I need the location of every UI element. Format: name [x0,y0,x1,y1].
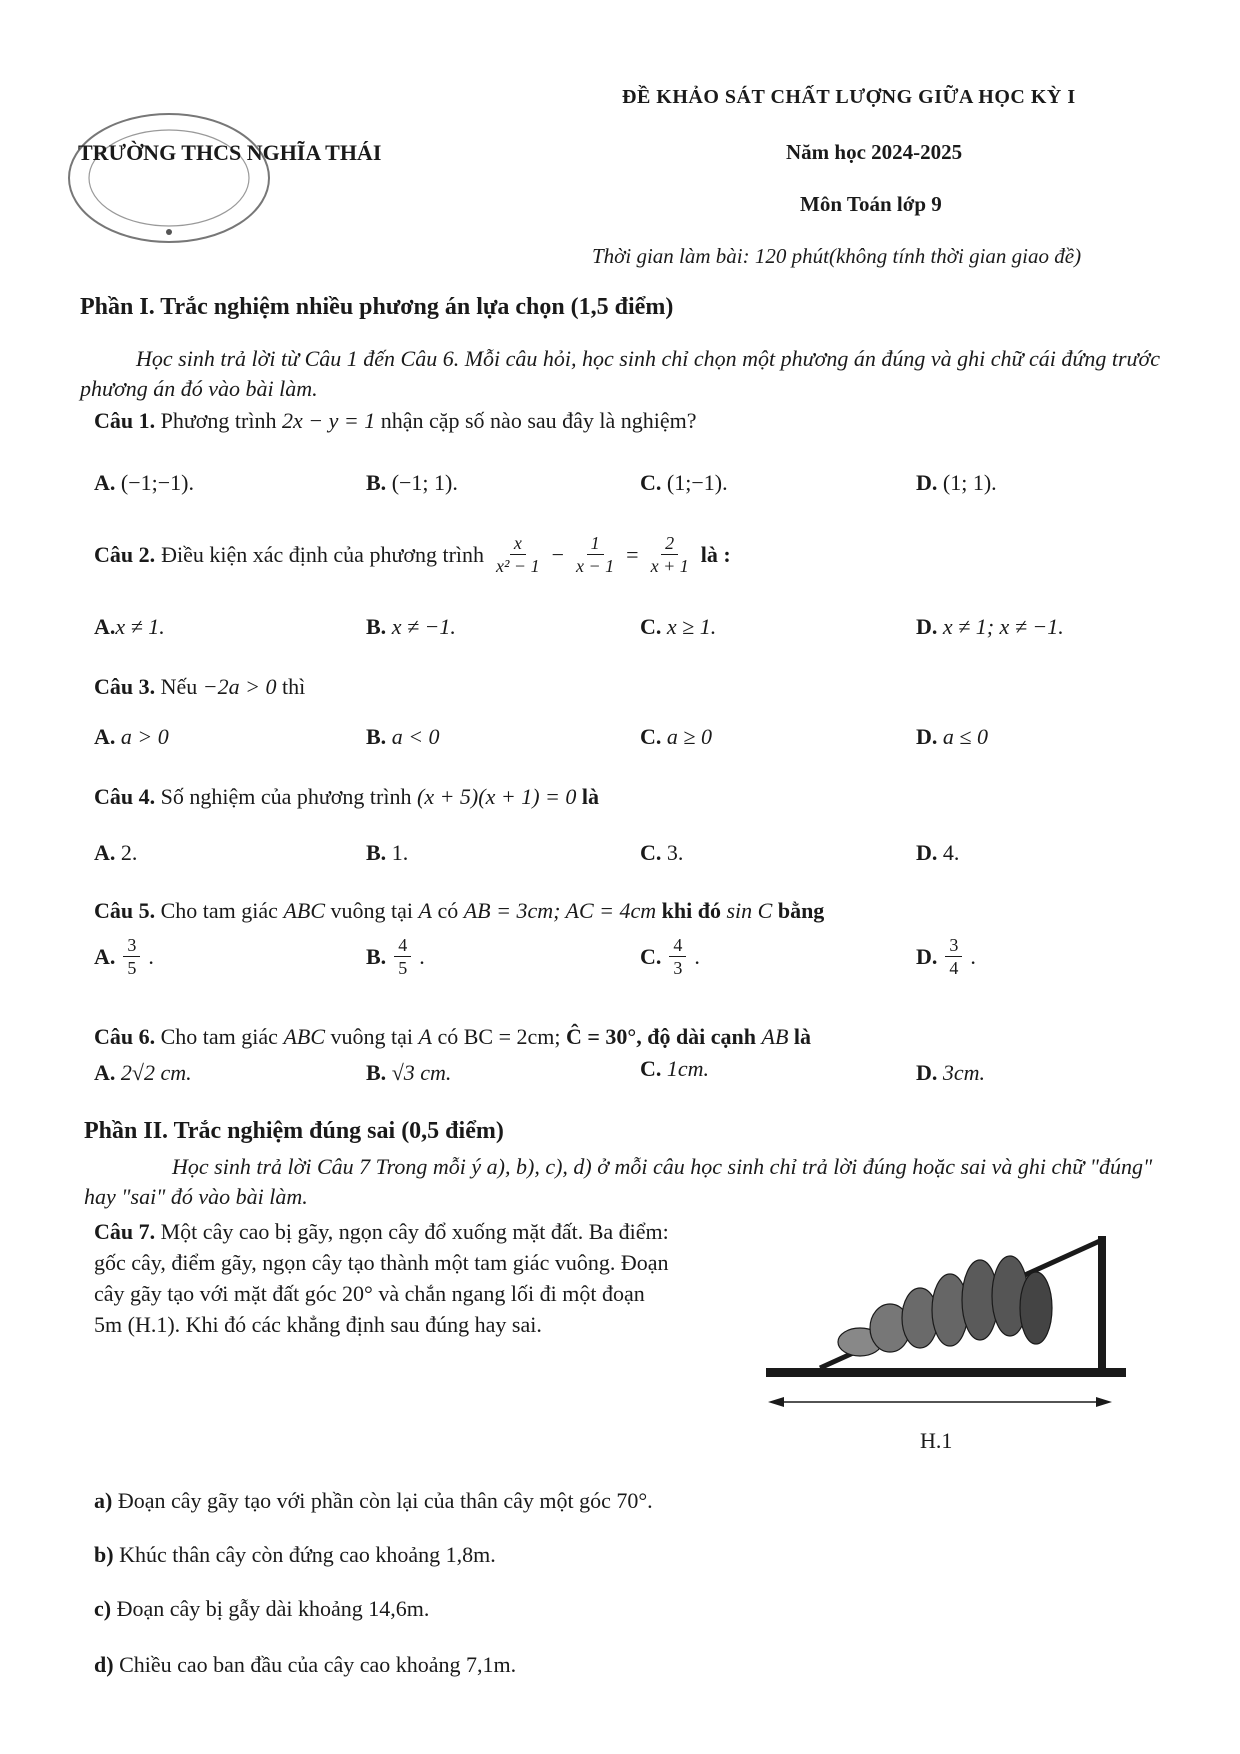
statement-a: a) Đoạn cây gãy tạo với phần còn lại của thân cây một góc 70°. [94,1488,653,1513]
option-a: A. 2. [94,840,138,865]
arrow-left-icon [768,1397,784,1407]
fraction: $\frac{x}{\text{x² − 1}}$ [496,533,540,576]
option-c: C. 1cm. [640,1056,710,1081]
question-4: Câu 4. Số nghiệm của phương trình (x + 5)(x + 1) = 0 là [94,784,599,809]
fraction: $\frac{2}{x + 1}$ [650,533,689,576]
question-7 [94,1216,674,1340]
option-c: C. a ≥ 0 [640,724,712,749]
option-d: D. $\frac{3}{4}$ . [916,935,976,978]
part1-instruction: Học sinh trả lời từ Câu 1 đến Câu 6. Mỗi câu hỏi, học sinh chỉ chọn một phương án đúng và ghi chữ cái đứng trước phương án đó vào bài làm. [80,346,1161,401]
ground-line [766,1368,1126,1377]
question-label: Câu 1. [94,408,156,433]
question-label: Câu 4. [94,784,156,809]
part1-title: Phần I. Trắc nghiệm nhiều phương án lựa chọn (1,5 điểm) [80,294,674,320]
question-1: Câu 1. Phương trình 2x − y = 1 nhận cặp số nào sau đây là nghiệm? [94,408,697,433]
figure-broken-tree [760,1230,1140,1430]
option-d: D. a ≤ 0 [916,724,988,749]
option-d: D. 4. [916,840,960,865]
question-label: Câu 6. [94,1024,156,1049]
option-a: A. $\frac{3}{5}$ . [94,935,154,978]
exam-title: ĐỀ KHẢO SÁT CHẤT LƯỢNG GIỮA HỌC KỲ I [622,86,1076,108]
subject: Môn Toán lớp 9 [800,192,942,216]
exam-time: Thời gian làm bài: 120 phút(không tính thời gian giao đề) [592,244,1082,268]
option-c: C. (1;−1). [640,470,728,495]
option-d: D. (1; 1). [916,470,997,495]
question-6: Câu 6. Cho tam giác ABC vuông tại A có BC = 2cm; Ĉ = 30°, độ dài cạnh AB là [94,1024,812,1049]
option-b: B. x ≠ −1. [366,614,456,639]
school-name: TRƯỜNG THCS NGHĨA THÁI [78,140,382,165]
part2-title: Phần II. Trắc nghiệm đúng sai (0,5 điểm) [84,1118,504,1144]
question-label: Câu 3. [94,674,156,699]
question-label: Câu 5. [94,898,156,923]
option-b: B. $\frac{4}{5}$ . [366,935,425,978]
statement-c: c) Đoạn cây bị gẫy dài khoảng 14,6m. [94,1596,430,1621]
statement-b: b) Khúc thân cây còn đứng cao khoảng 1,8m. [94,1542,496,1567]
option-b: B. (−1; 1). [366,470,458,495]
question-2: Câu 2. Điều kiện xác định của phương trình $\frac{x}{\text{x² − 1}}$ − $\frac{1}{x - 1}$ = $\frac{2}{x + 1}$ là : [94,533,731,576]
option-a: A. 2√2 cm. [94,1060,192,1085]
option-a: A.x ≠ 1. [94,614,165,639]
question-label: Câu 7. [94,1219,156,1244]
option-c: C. x ≥ 1. [640,614,717,639]
option-b: B. 1. [366,840,409,865]
question-label: Câu 2. [94,541,156,567]
arrow-right-icon [1096,1397,1112,1407]
statement-d: d) Chiều cao ban đầu của cây cao khoảng 7,1m. [94,1652,517,1677]
option-c: C. 3. [640,840,684,865]
option-b: B. a < 0 [366,724,440,749]
figure-caption: H.1 [920,1428,953,1453]
option-a: A. (−1;−1). [94,470,194,495]
option-c: C. $\frac{4}{3}$ . [640,935,700,978]
option-b: B. √3 cm. [366,1060,452,1085]
school-stamp [64,108,274,248]
equation: 2x − y = 1 [281,408,376,433]
fraction: $\frac{1}{x - 1}$ [576,533,615,576]
option-d: D. x ≠ 1; x ≠ −1. [916,614,1064,639]
part2-instruction: Học sinh trả lời Câu 7 Trong mỗi ý a), b), c), d) ở mỗi câu học sinh chỉ trả lời đúng hoặc sai và ghi chữ "đúng" hay "sai" đó vào bài làm. [84,1154,1153,1209]
option-a: A. a > 0 [94,724,169,749]
school-year: Năm học 2024-2025 [786,140,963,164]
equation: (x + 5)(x + 1) = 0 [417,784,577,809]
question-5: Câu 5. Cho tam giác ABC vuông tại A có AB = 3cm; AC = 4cm khi đó sin C bằng [94,898,825,923]
tree-trunk [1098,1236,1106,1368]
option-d: D. 3cm. [916,1060,986,1085]
question-3: Câu 3. Nếu −2a > 0 thì [94,674,306,699]
foliage [838,1256,1052,1356]
inequality: −2a > 0 [202,674,277,699]
question-7-text: Một cây cao bị gãy, ngọn cây đổ xuống mặt đất. Ba điểm: gốc cây, điểm gãy, ngọn cây tạo thành một tam giác vuông. Đoạn cây gãy tạo với mặt đất góc 20° và chắn ngang lối đi một đoạn 5m (H.1). Khi đó các khẳng định sau đúng hay sai. [94,1219,669,1337]
